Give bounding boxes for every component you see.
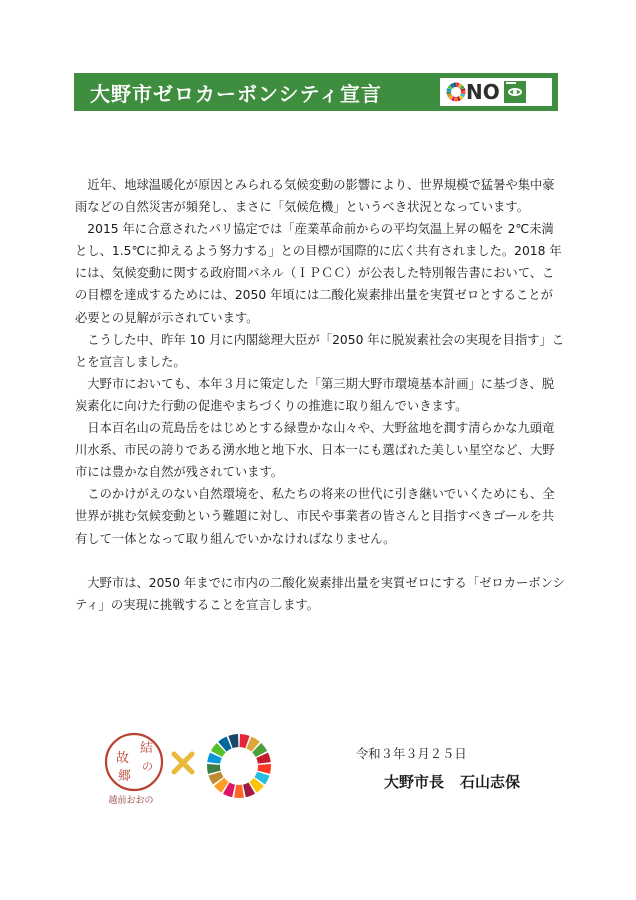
paragraph-declaration: 大野市は、2050 年までに市内の二酸化炭素排出量を実質ゼロにする「ゼロカーボンシティ」の実現に挑戦することを宣言します。	[75, 575, 565, 612]
declaration-date: 令和３年３月２５日	[356, 747, 467, 761]
declaration-body	[75, 174, 565, 616]
sdg-segment	[234, 785, 244, 798]
paragraph-national-goal: こうした中、昨年 10 月に内閣総理大臣が「2050 年に脱炭素社会の実現を目指す」ことを宣言しました。	[75, 332, 565, 369]
sdg-ring-icon	[446, 82, 466, 102]
title-banner	[74, 73, 558, 111]
sdg-segment	[257, 764, 271, 774]
paragraph-nature: 日本百名山の荒島岳をはじめとする緑豊かな山々や、大野盆地を潤す清らかな九頭竜川水系、市民の誇りである湧水地と地下水、日本一にも選ばれた美しい星空など、大野市には豊かな自然が残されています。	[75, 421, 555, 480]
signer	[384, 771, 520, 792]
ono-logo	[440, 78, 552, 106]
cross-icon	[170, 750, 196, 776]
logo-caption: 越前おおの	[108, 796, 154, 806]
svg-text:の: の	[142, 760, 153, 773]
sdg-segment	[454, 97, 457, 102]
paragraph-paris-agreement: 2015 年に合意されたパリ協定では「産業革命前からの平均気温上昇の幅を 2℃未満とし、1.5℃に抑えるよう努力する」との目標が国際的に広く共有されました。2018 年には、気候変動に関する政府間パネル（ＩＰＣＣ）が公表した特別報告書において、この目標を達成するためには、2050 年頃には二酸化炭素排出量を実質ゼロとすることが必要との見解が示されています。	[75, 222, 562, 325]
paragraph-climate-crisis: 近年、地球温暖化が原因とみられる気候変動の影響により、世界規模で猛暑や集中豪雨などの自然災害が頻発し、まさに「気候危機」というべき状況となっています。	[75, 178, 555, 215]
signer-name: 石山志保	[460, 773, 521, 791]
sdg-wheel-icon	[206, 733, 272, 799]
paragraph-city-plan: 大野市においても、本年３月に策定した「第三期大野市環境基本計画」に基づき、脱炭素化に向けた行動の促進やまちづくりの推進に取り組んでいきます。	[75, 376, 555, 413]
svg-text:郷: 郷	[118, 769, 132, 784]
eye-icon	[504, 81, 526, 103]
page-title: 大野市ゼロカーボンシティ宣言	[90, 81, 382, 106]
paragraph-future: このかけがえのない自然環境を、私たちの将来の世代に引き継いでいくためにも、全世界が挑む気候変動という難題に対し、市民や事業者の皆さんと目指すべきゴールを共有して一体となって取り組んでいかなければなりません。	[75, 487, 555, 546]
signer-title: 大野市長	[384, 773, 445, 791]
svg-text:結: 結	[140, 741, 154, 756]
ono-logo-text: NO	[466, 80, 500, 104]
svg-text:故: 故	[116, 751, 130, 766]
sdg-segment	[207, 764, 221, 774]
